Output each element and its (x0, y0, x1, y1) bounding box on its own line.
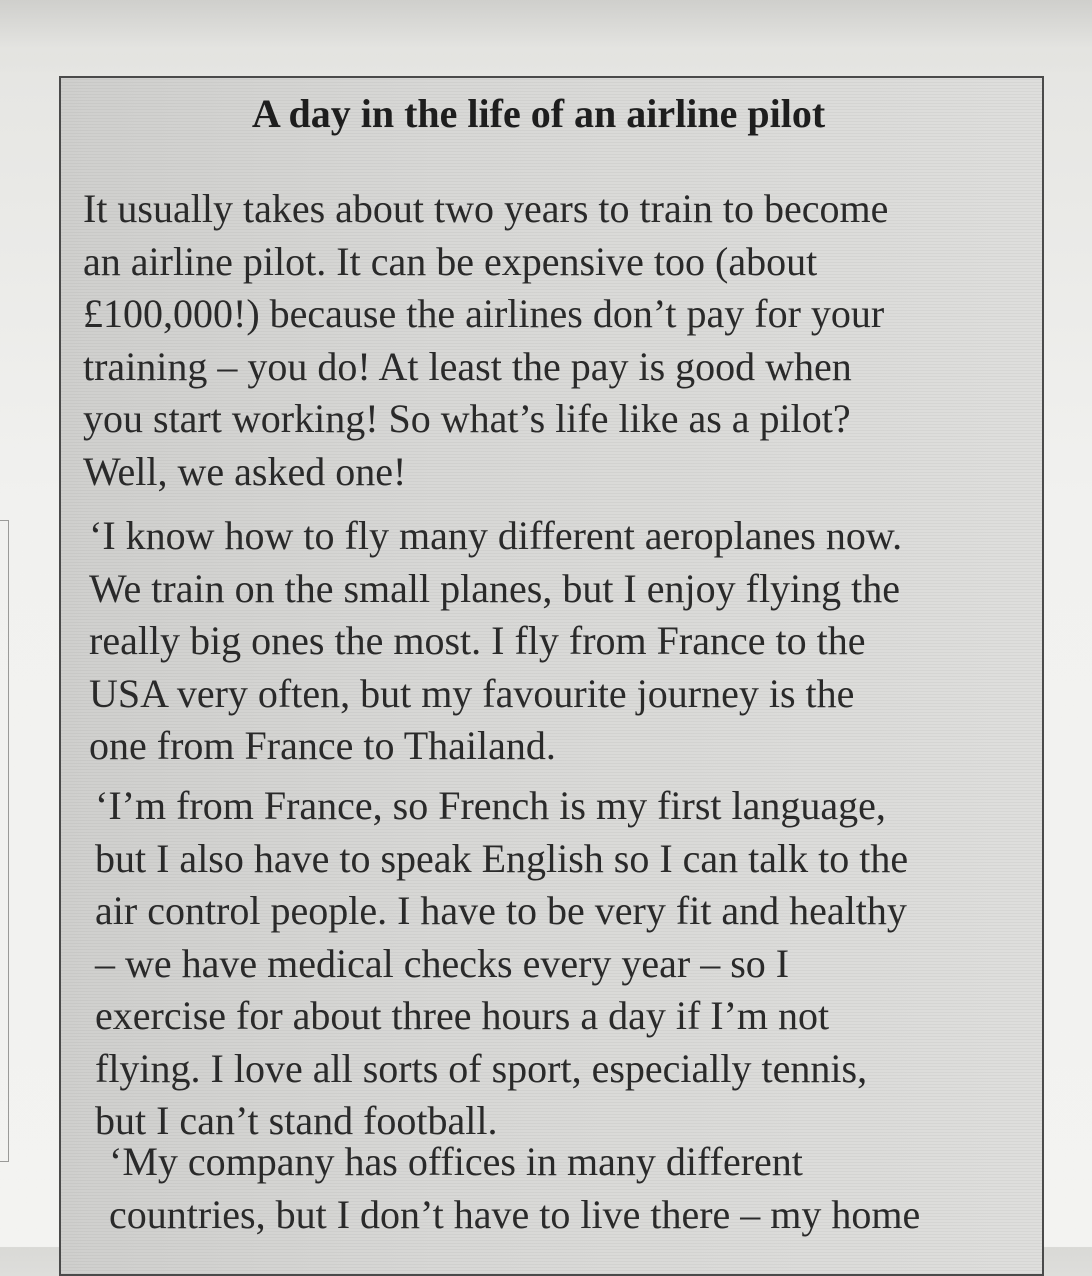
paragraph-line: ‘I know how to fly many different aeroplanes now. (89, 513, 903, 558)
paragraph-line: We train on the small planes, but I enjoy flying the (89, 565, 901, 611)
paragraph-line: but I can’t stand football. (95, 1098, 498, 1143)
paragraph-line: It usually takes about two years to train to become (83, 186, 889, 231)
paragraph-line: really big ones the most. I fly from France to the (89, 618, 866, 663)
paragraph-line: exercise for about three hours a day if I’m not (95, 993, 830, 1038)
paragraph-line: ‘My company has offices in many different (109, 1139, 803, 1184)
paragraph-line: ‘I’m from France, so French is my first language, (95, 783, 886, 828)
paragraph-line: you start working! So what’s life like as a pilot? (83, 396, 851, 441)
screen-glare (0, 0, 1092, 70)
paragraph-line: an airline pilot. It can be expensive too (about (83, 238, 818, 284)
paragraph-line: flying. I love all sorts of sport, especially tennis, (95, 1045, 868, 1091)
paragraph-line: USA very often, but my favourite journey is the (89, 670, 855, 716)
paragraph-line: countries, but I don’t have to live there – my home (109, 1191, 921, 1237)
background-window-edge (0, 520, 9, 1162)
paragraph-line: Well, we asked one! (83, 448, 407, 494)
paragraph-line: one from France to Thailand. (89, 723, 556, 768)
paragraph-line: air control people. I have to be very fit and healthy (95, 888, 907, 933)
paragraph-line: – we have medical checks every year – so I (95, 940, 790, 986)
paragraph-4 (109, 1136, 920, 1241)
article-title: A day in the life of an airline pilot (251, 91, 826, 136)
article-box (59, 76, 1044, 1276)
paragraph-line: £100,000!) because the airlines don’t pay for your (83, 291, 885, 336)
paragraph-1 (83, 183, 888, 498)
paragraph-line: training – you do! At least the pay is good when (83, 343, 852, 389)
paragraph-line: but I also have to speak English so I can talk to the (95, 835, 909, 881)
paragraph-3 (95, 780, 908, 1148)
paragraph-2 (89, 510, 902, 773)
